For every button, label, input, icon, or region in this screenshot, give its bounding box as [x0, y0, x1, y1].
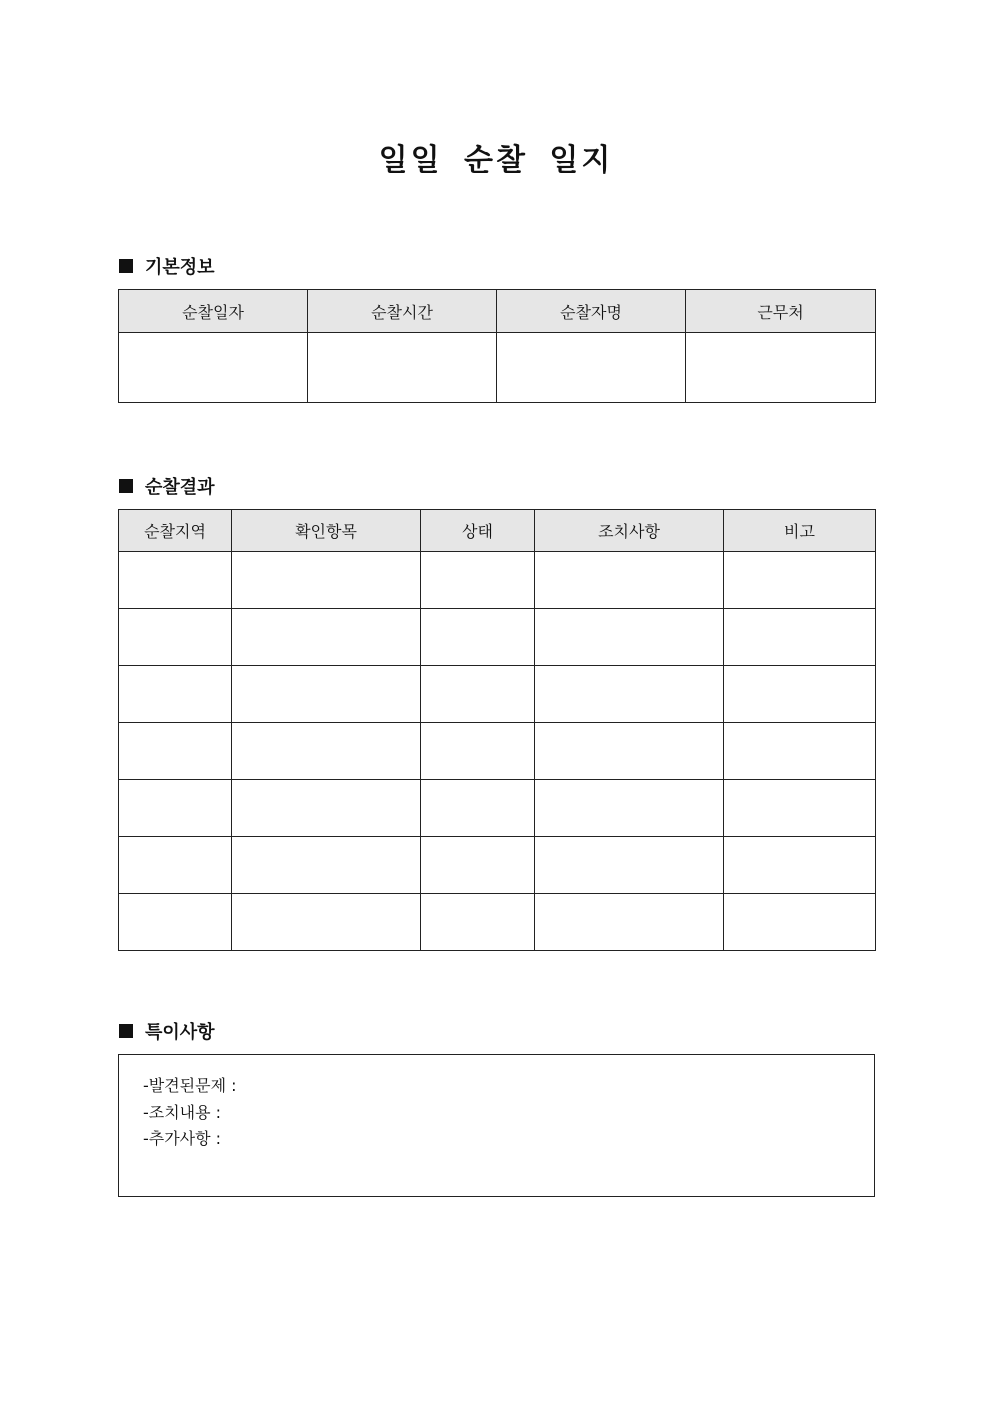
special-notes-heading-label: 특이사항 [145, 1022, 215, 1043]
action-taken-cell[interactable] [535, 837, 724, 894]
special-notes-heading [119, 1018, 215, 1044]
patrol-time-cell[interactable] [308, 333, 497, 403]
remarks-cell[interactable] [724, 609, 876, 666]
patrol-results-heading [119, 473, 215, 499]
remarks-cell[interactable] [724, 894, 876, 951]
status-cell[interactable] [421, 780, 535, 837]
column-header-status: 상태 [421, 510, 535, 552]
square-bullet-icon [119, 259, 133, 273]
basic-info-heading-label: 기본정보 [145, 257, 215, 278]
patrol-area-cell[interactable] [119, 894, 232, 951]
patrol-area-cell[interactable] [119, 666, 232, 723]
remarks-cell[interactable] [724, 552, 876, 609]
column-header-remarks: 비고 [724, 510, 876, 552]
column-header-check-item: 확인항목 [232, 510, 421, 552]
patroller-name-cell[interactable] [497, 333, 686, 403]
workplace-cell[interactable] [686, 333, 876, 403]
table-row [119, 837, 876, 894]
check-item-cell[interactable] [232, 666, 421, 723]
square-bullet-icon [119, 1024, 133, 1038]
column-header-patrol-area: 순찰지역 [119, 510, 232, 552]
check-item-cell[interactable] [232, 894, 421, 951]
patrol-area-cell[interactable] [119, 552, 232, 609]
patrol-area-cell[interactable] [119, 780, 232, 837]
note-line-additional-items: -추가사항 : [143, 1129, 222, 1148]
check-item-cell[interactable] [232, 837, 421, 894]
basic-info-table [118, 289, 876, 403]
square-bullet-icon [119, 479, 133, 493]
basic-info-heading [119, 253, 215, 279]
table-header-row [119, 510, 876, 552]
check-item-cell[interactable] [232, 552, 421, 609]
remarks-cell[interactable] [724, 723, 876, 780]
patrol-results-heading-label: 순찰결과 [145, 477, 215, 498]
status-cell[interactable] [421, 837, 535, 894]
document-title: 일일 순찰 일지 [378, 143, 614, 178]
patrol-date-cell[interactable] [119, 333, 308, 403]
note-line-issue-found: -발견된문제 : [143, 1076, 237, 1095]
remarks-cell[interactable] [724, 780, 876, 837]
table-row [119, 894, 876, 951]
table-row [119, 609, 876, 666]
action-taken-cell[interactable] [535, 666, 724, 723]
table-row [119, 780, 876, 837]
table-row [119, 723, 876, 780]
patrol-area-cell[interactable] [119, 609, 232, 666]
check-item-cell[interactable] [232, 609, 421, 666]
action-taken-cell[interactable] [535, 609, 724, 666]
column-header-patrol-date: 순찰일자 [119, 290, 308, 333]
status-cell[interactable] [421, 723, 535, 780]
action-taken-cell[interactable] [535, 894, 724, 951]
patrol-results-table [118, 509, 876, 951]
table-row [119, 552, 876, 609]
table-header-row [119, 290, 876, 333]
column-header-patroller-name: 순찰자명 [497, 290, 686, 333]
status-cell[interactable] [421, 552, 535, 609]
status-cell[interactable] [421, 609, 535, 666]
table-row [119, 666, 876, 723]
status-cell[interactable] [421, 666, 535, 723]
patrol-area-cell[interactable] [119, 837, 232, 894]
note-line-action-details: -조치내용 : [143, 1103, 222, 1122]
special-notes-box[interactable] [118, 1054, 875, 1197]
action-taken-cell[interactable] [535, 780, 724, 837]
patrol-area-cell[interactable] [119, 723, 232, 780]
column-header-patrol-time: 순찰시간 [308, 290, 497, 333]
status-cell[interactable] [421, 894, 535, 951]
action-taken-cell[interactable] [535, 723, 724, 780]
remarks-cell[interactable] [724, 666, 876, 723]
table-row [119, 333, 876, 403]
check-item-cell[interactable] [232, 723, 421, 780]
column-header-workplace: 근무처 [686, 290, 876, 333]
check-item-cell[interactable] [232, 780, 421, 837]
column-header-action-taken: 조치사항 [535, 510, 724, 552]
remarks-cell[interactable] [724, 837, 876, 894]
action-taken-cell[interactable] [535, 552, 724, 609]
